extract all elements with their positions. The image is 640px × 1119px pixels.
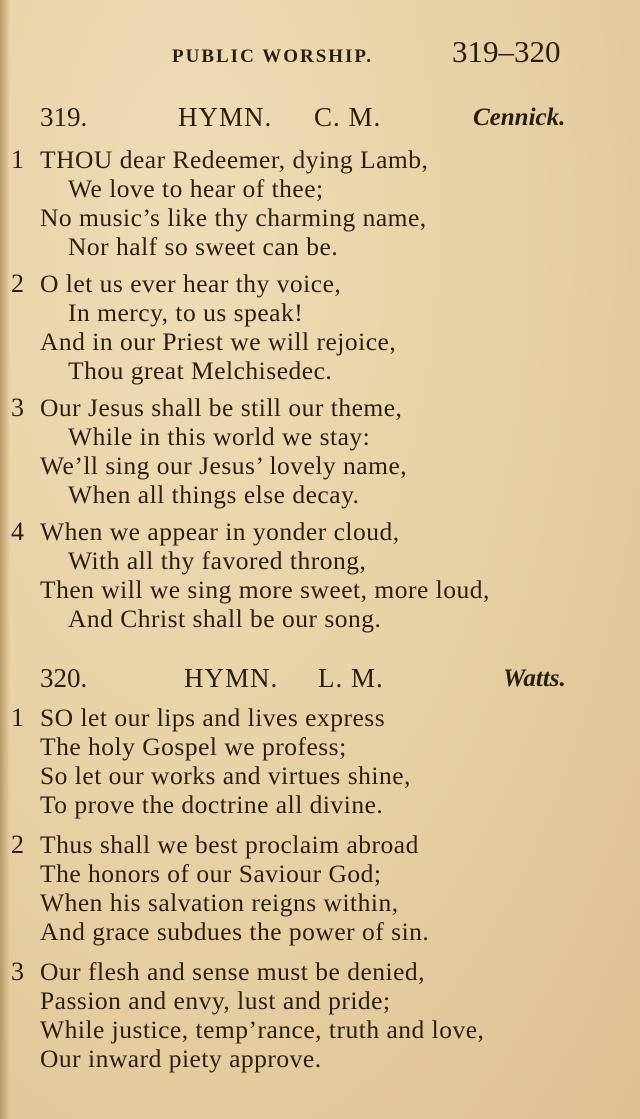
verse-line: THOU dear Redeemer, dying Lamb, [40,145,429,174]
verse-line: No music’s like thy charming name, [40,203,427,232]
verse-line: To prove the doctrine all divine. [40,790,384,819]
verse-line: With all thy favored throng, [68,546,367,575]
hymn-number: 320. [40,663,88,693]
section-title: PUBLIC WORSHIP. [172,46,374,67]
verse-line: We’ll sing our Jesus’ lovely name, [40,451,408,480]
hymn-header-320 [0,663,640,697]
hymn-header-319 [0,102,640,136]
verse-line: When his salvation reigns within, [40,888,399,917]
verse-line: Then will we sing more sweet, more loud, [40,575,490,604]
stanza-number: 1 [11,145,24,174]
hymn-title: HYMN. [178,102,273,132]
stanza-number: 4 [11,517,24,546]
hymn-author: Watts. [503,665,566,692]
hymn-number: 319. [40,102,88,132]
verse-line: So let our works and virtues shine, [40,761,411,790]
stanza-number: 1 [11,703,24,732]
verse-line: We love to hear of thee; [68,174,324,203]
verse-line: Our Jesus shall be still our theme, [40,393,403,422]
page-numbers: 319–320 [452,34,561,69]
verse-line: Nor half so sweet can be. [68,232,339,261]
verse-line: While justice, temp’rance, truth and love, [40,1015,485,1044]
verse-line: In mercy, to us speak! [68,298,304,327]
verse-line: O let us ever hear thy voice, [40,269,342,298]
verse-line: While in this world we stay: [68,422,371,451]
stanza-number: 3 [11,957,24,986]
verse-line: And grace subdues the power of sin. [40,917,430,946]
stanza-number: 2 [11,830,24,859]
verse-line: Passion and envy, lust and pride; [40,986,391,1015]
verse-line: Our flesh and sense must be denied, [40,957,426,986]
verse-line: The honors of our Saviour God; [40,859,382,888]
hymn-meter: C. M. [314,102,382,132]
verse-line: SO let our lips and lives express [40,703,386,732]
verse-line: When all things else decay. [68,480,360,509]
verse-line: And Christ shall be our song. [68,604,382,633]
hymn-author: Cennick. [473,104,566,131]
stanza-number: 3 [11,393,24,422]
verse-line: When we appear in yonder cloud, [40,517,400,546]
hymn-title: HYMN. [184,663,279,693]
verse-line: Our inward piety approve. [40,1044,322,1073]
running-head [0,34,640,74]
page-edge-shadow [0,0,10,1119]
verse-line: The holy Gospel we profess; [40,732,347,761]
verse-line: Thus shall we best proclaim abroad [40,830,419,859]
verse-line: And in our Priest we will rejoice, [40,327,397,356]
stanza-number: 2 [11,269,24,298]
verse-line: Thou great Melchisedec. [68,356,333,385]
hymn-meter: L. M. [318,663,384,693]
